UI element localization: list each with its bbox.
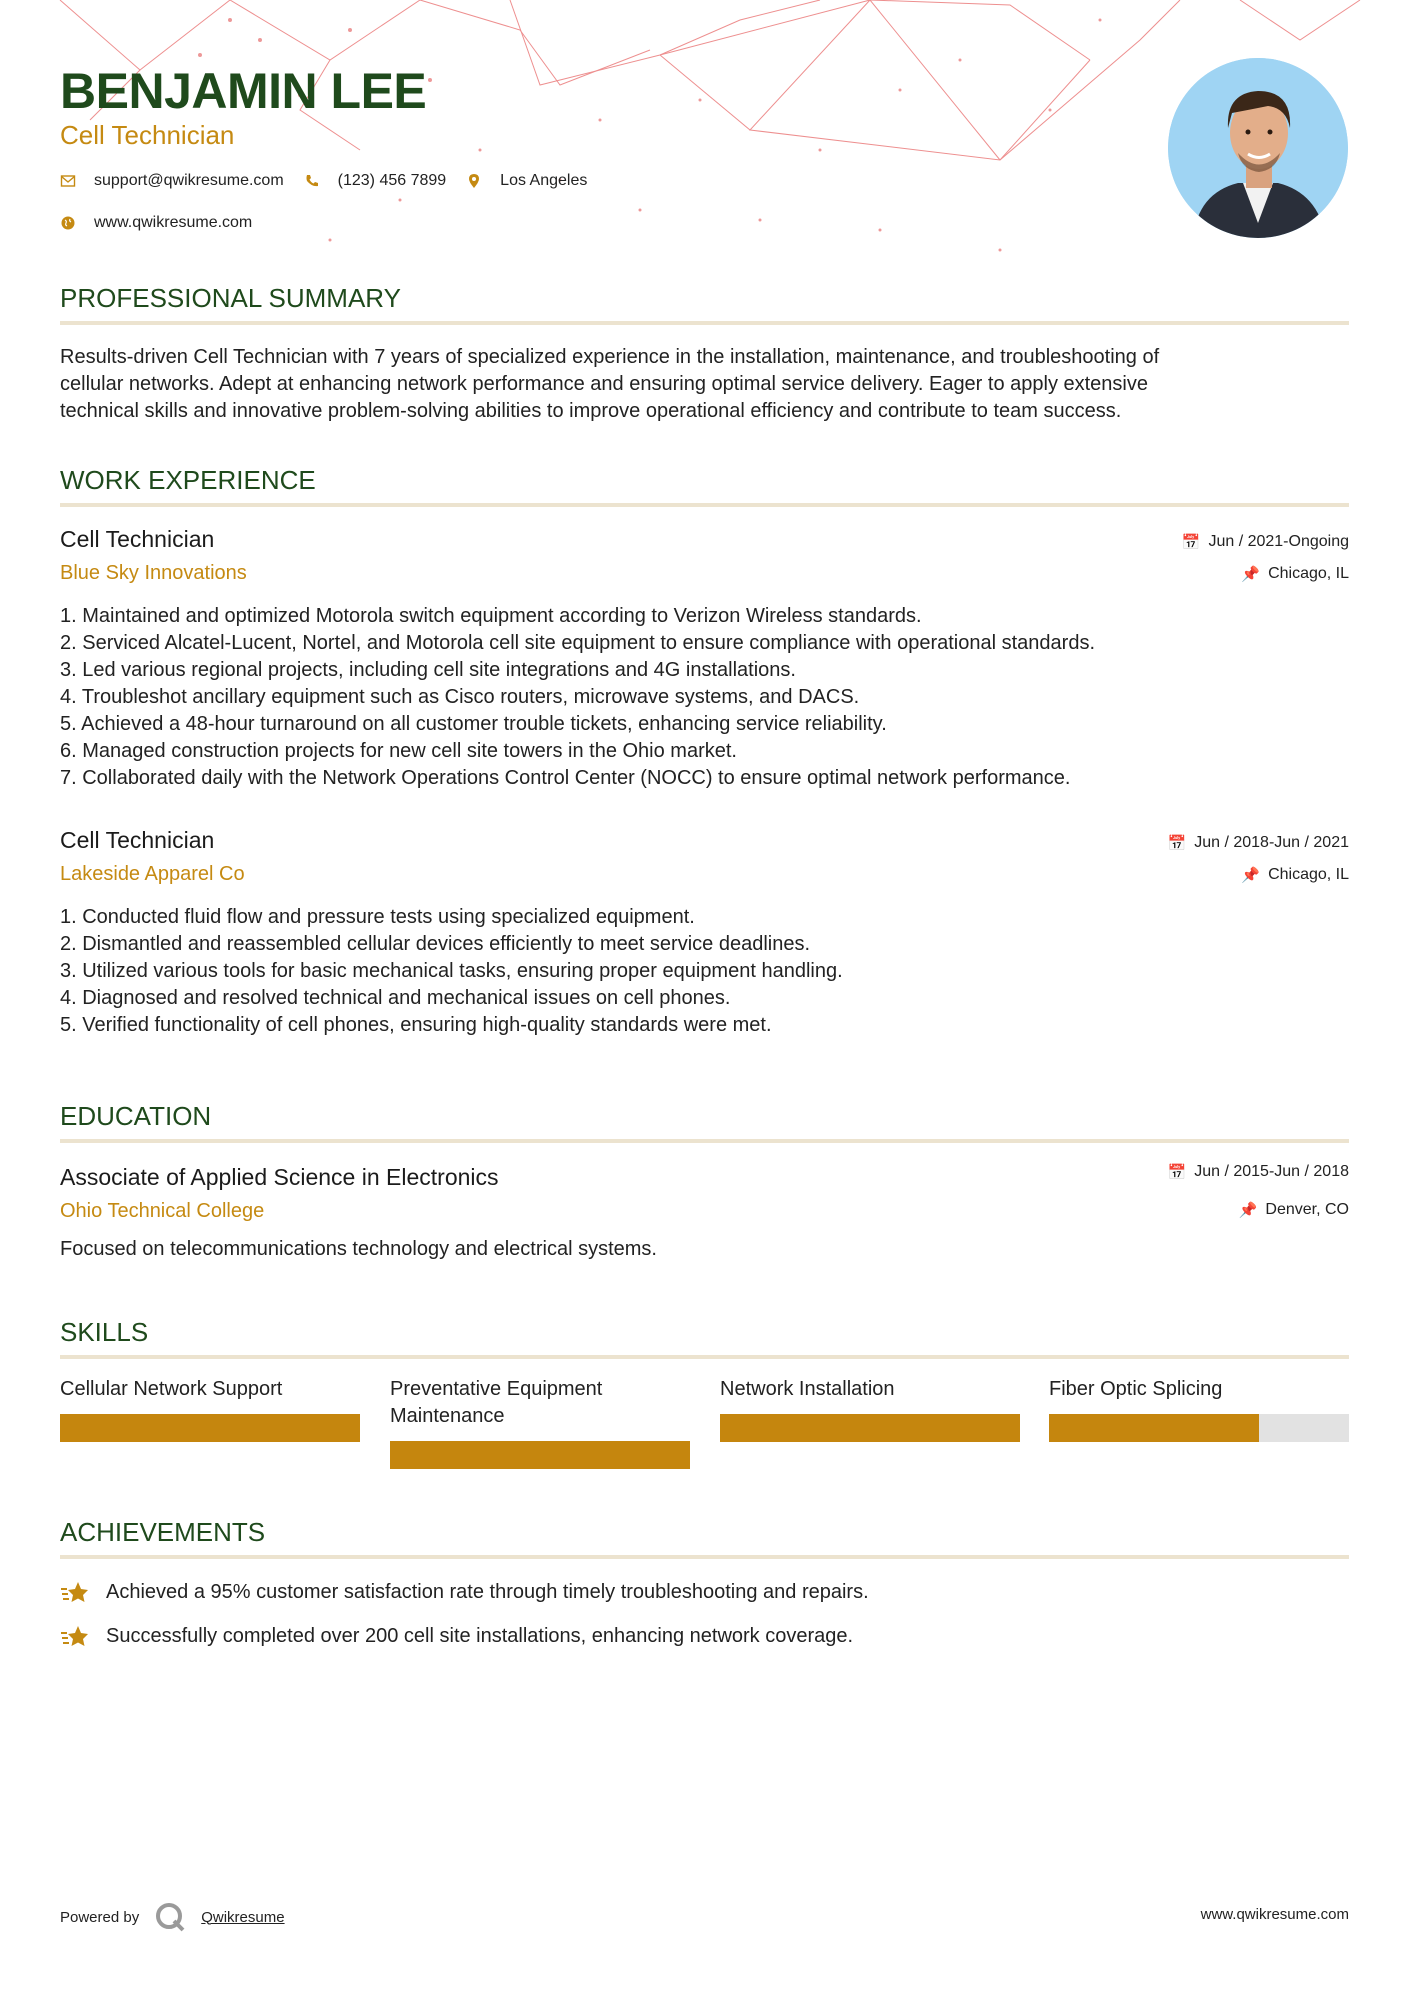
skill-bar — [60, 1414, 360, 1442]
calendar-icon: 📅 — [1167, 835, 1187, 852]
skill-item — [60, 1376, 360, 1403]
contact-row-website — [60, 214, 272, 232]
skill-name: Cellular Network Support — [60, 1378, 283, 1400]
education-location — [1239, 1201, 1349, 1219]
avatar — [1168, 58, 1348, 238]
globe-icon — [60, 215, 76, 231]
summary-line: Results-driven Cell Technician with 7 years of specialized experience in the installation, maintenance, and troubleshooting of — [60, 346, 1160, 368]
list-item: 1. Conducted fluid flow and pressure tests using specialized equipment. — [60, 906, 695, 928]
achievement-text: Achieved a 95% customer satisfaction rate through timely troubleshooting and repairs. — [106, 1580, 869, 1603]
job-location — [1241, 565, 1349, 583]
envelope-icon — [60, 173, 76, 189]
qwikresume-logo-icon — [153, 1900, 187, 1934]
calendar-icon: 📅 — [1181, 534, 1201, 551]
section-divider — [60, 321, 1349, 325]
skill-name: Fiber Optic Splicing — [1049, 1378, 1223, 1400]
section-title-achievements: ACHIEVEMENTS — [60, 1517, 266, 1547]
list-item: 4. Diagnosed and resolved technical and mechanical issues on cell phones. — [60, 987, 731, 1009]
phone-text: (123) 456 7899 — [337, 172, 447, 189]
contact-row — [60, 172, 607, 190]
pushpin-icon: 📌 — [1241, 867, 1261, 884]
section-title-skills: SKILLS — [60, 1317, 149, 1347]
achievement-item — [60, 1620, 853, 1652]
job-bullet-list — [60, 603, 1349, 792]
location-pin-icon — [466, 173, 482, 189]
list-item: 6. Managed construction projects for new cell site towers in the Ohio market. — [60, 740, 737, 762]
website-text: www.qwikresume.com — [94, 214, 253, 231]
list-item: 2. Serviced Alcatel-Lucent, Nortel, and Motorola cell site equipment to ensure compliance with operational standards. — [60, 632, 1096, 654]
skill-item — [1049, 1376, 1349, 1403]
contact-phone[interactable] — [304, 172, 447, 190]
pushpin-icon: 📌 — [1241, 566, 1261, 583]
candidate-role: Cell Technician — [60, 120, 235, 150]
job-dates — [1168, 834, 1349, 852]
contact-email[interactable] — [60, 172, 284, 190]
job-title: Cell Technician — [60, 827, 215, 853]
email-text: support@qwikresume.com — [94, 172, 284, 189]
skill-bar — [720, 1414, 1020, 1442]
section-divider — [60, 503, 1349, 507]
job-dates — [1182, 533, 1349, 551]
calendar-icon: 📅 — [1167, 1164, 1187, 1181]
list-item: 4. Troubleshot ancillary equipment such as Cisco routers, microwave systems, and DACS. — [60, 686, 860, 708]
list-item: 5. Achieved a 48-hour turnaround on all customer trouble tickets, enhancing service reliability. — [60, 713, 887, 735]
candidate-name: BENJAMIN LEE — [60, 63, 427, 119]
contact-location — [466, 172, 587, 190]
education-degree: Associate of Applied Science in Electronics — [60, 1164, 499, 1190]
section-title-experience: WORK EXPERIENCE — [60, 465, 316, 495]
skill-name: Network Installation — [720, 1378, 895, 1400]
education-school: Ohio Technical College — [60, 1200, 265, 1222]
skill-bar-fill — [60, 1414, 360, 1442]
star-trophy-icon — [60, 1576, 92, 1608]
star-trophy-icon — [60, 1620, 92, 1652]
summary-line: technical skills and innovative problem-solving abilities to improve operational efficiency and contribute to team success. — [60, 400, 1122, 422]
section-divider — [60, 1555, 1349, 1559]
job-title: Cell Technician — [60, 526, 215, 552]
skill-item — [390, 1376, 690, 1430]
footer-website[interactable]: www.qwikresume.com — [1200, 1906, 1349, 1923]
section-divider — [60, 1355, 1349, 1359]
job-location-text: Chicago, IL — [1268, 866, 1349, 883]
section-title-summary: PROFESSIONAL SUMMARY — [60, 283, 401, 313]
list-item: 3. Led various regional projects, including cell site integrations and 4G installations. — [60, 659, 796, 681]
summary-text — [60, 344, 1349, 425]
list-item: 2. Dismantled and reassembled cellular devices efficiently to meet service deadlines. — [60, 933, 811, 955]
job-dates-text: Jun / 2018-Jun / 2021 — [1194, 834, 1349, 851]
achievement-text: Successfully completed over 200 cell site installations, enhancing network coverage. — [106, 1624, 854, 1647]
location-text: Los Angeles — [500, 172, 588, 189]
section-divider — [60, 1139, 1349, 1143]
skill-name: Maintenance — [390, 1405, 505, 1427]
list-item: 7. Collaborated daily with the Network Operations Control Center (NOCC) to ensure optimal network performance. — [60, 767, 1071, 789]
contact-website[interactable] — [60, 214, 252, 232]
education-dates-text: Jun / 2015-Jun / 2018 — [1194, 1163, 1349, 1180]
skill-bar-fill — [1049, 1414, 1259, 1442]
pushpin-icon: 📌 — [1238, 1202, 1258, 1219]
section-title-education: EDUCATION — [60, 1101, 212, 1131]
job-company: Lakeside Apparel Co — [60, 863, 245, 885]
job-location — [1241, 866, 1349, 884]
education-description: Focused on telecommunications technology and electrical systems. — [60, 1238, 657, 1260]
achievement-item — [60, 1576, 869, 1608]
skill-bar-fill — [720, 1414, 1020, 1442]
phone-icon — [304, 173, 320, 189]
education-dates — [1168, 1163, 1349, 1181]
summary-line: cellular networks. Adept at enhancing network performance and ensuring optimal service delivery. Eager to apply extensive — [60, 373, 1148, 395]
job-company: Blue Sky Innovations — [60, 562, 247, 584]
job-dates-text: Jun / 2021-Ongoing — [1208, 533, 1349, 550]
skill-name: Preventative Equipment — [390, 1378, 603, 1400]
footer-brand-link[interactable]: Qwikresume — [201, 1908, 285, 1926]
education-location-text: Denver, CO — [1265, 1201, 1349, 1218]
powered-by-label: Powered by — [60, 1908, 140, 1926]
skill-item — [720, 1376, 1020, 1403]
list-item: 3. Utilized various tools for basic mechanical tasks, ensuring proper equipment handling. — [60, 960, 843, 982]
skill-bar-fill — [390, 1441, 690, 1469]
list-item: 5. Verified functionality of cell phones, ensuring high-quality standards were met. — [60, 1014, 772, 1036]
skill-bar — [1049, 1414, 1349, 1442]
job-bullet-list — [60, 904, 1349, 1039]
skill-bar — [390, 1441, 690, 1469]
footer-powered-by — [60, 1900, 285, 1934]
list-item: 1. Maintained and optimized Motorola switch equipment according to Verizon Wireless standards. — [60, 605, 922, 627]
job-location-text: Chicago, IL — [1268, 565, 1349, 582]
